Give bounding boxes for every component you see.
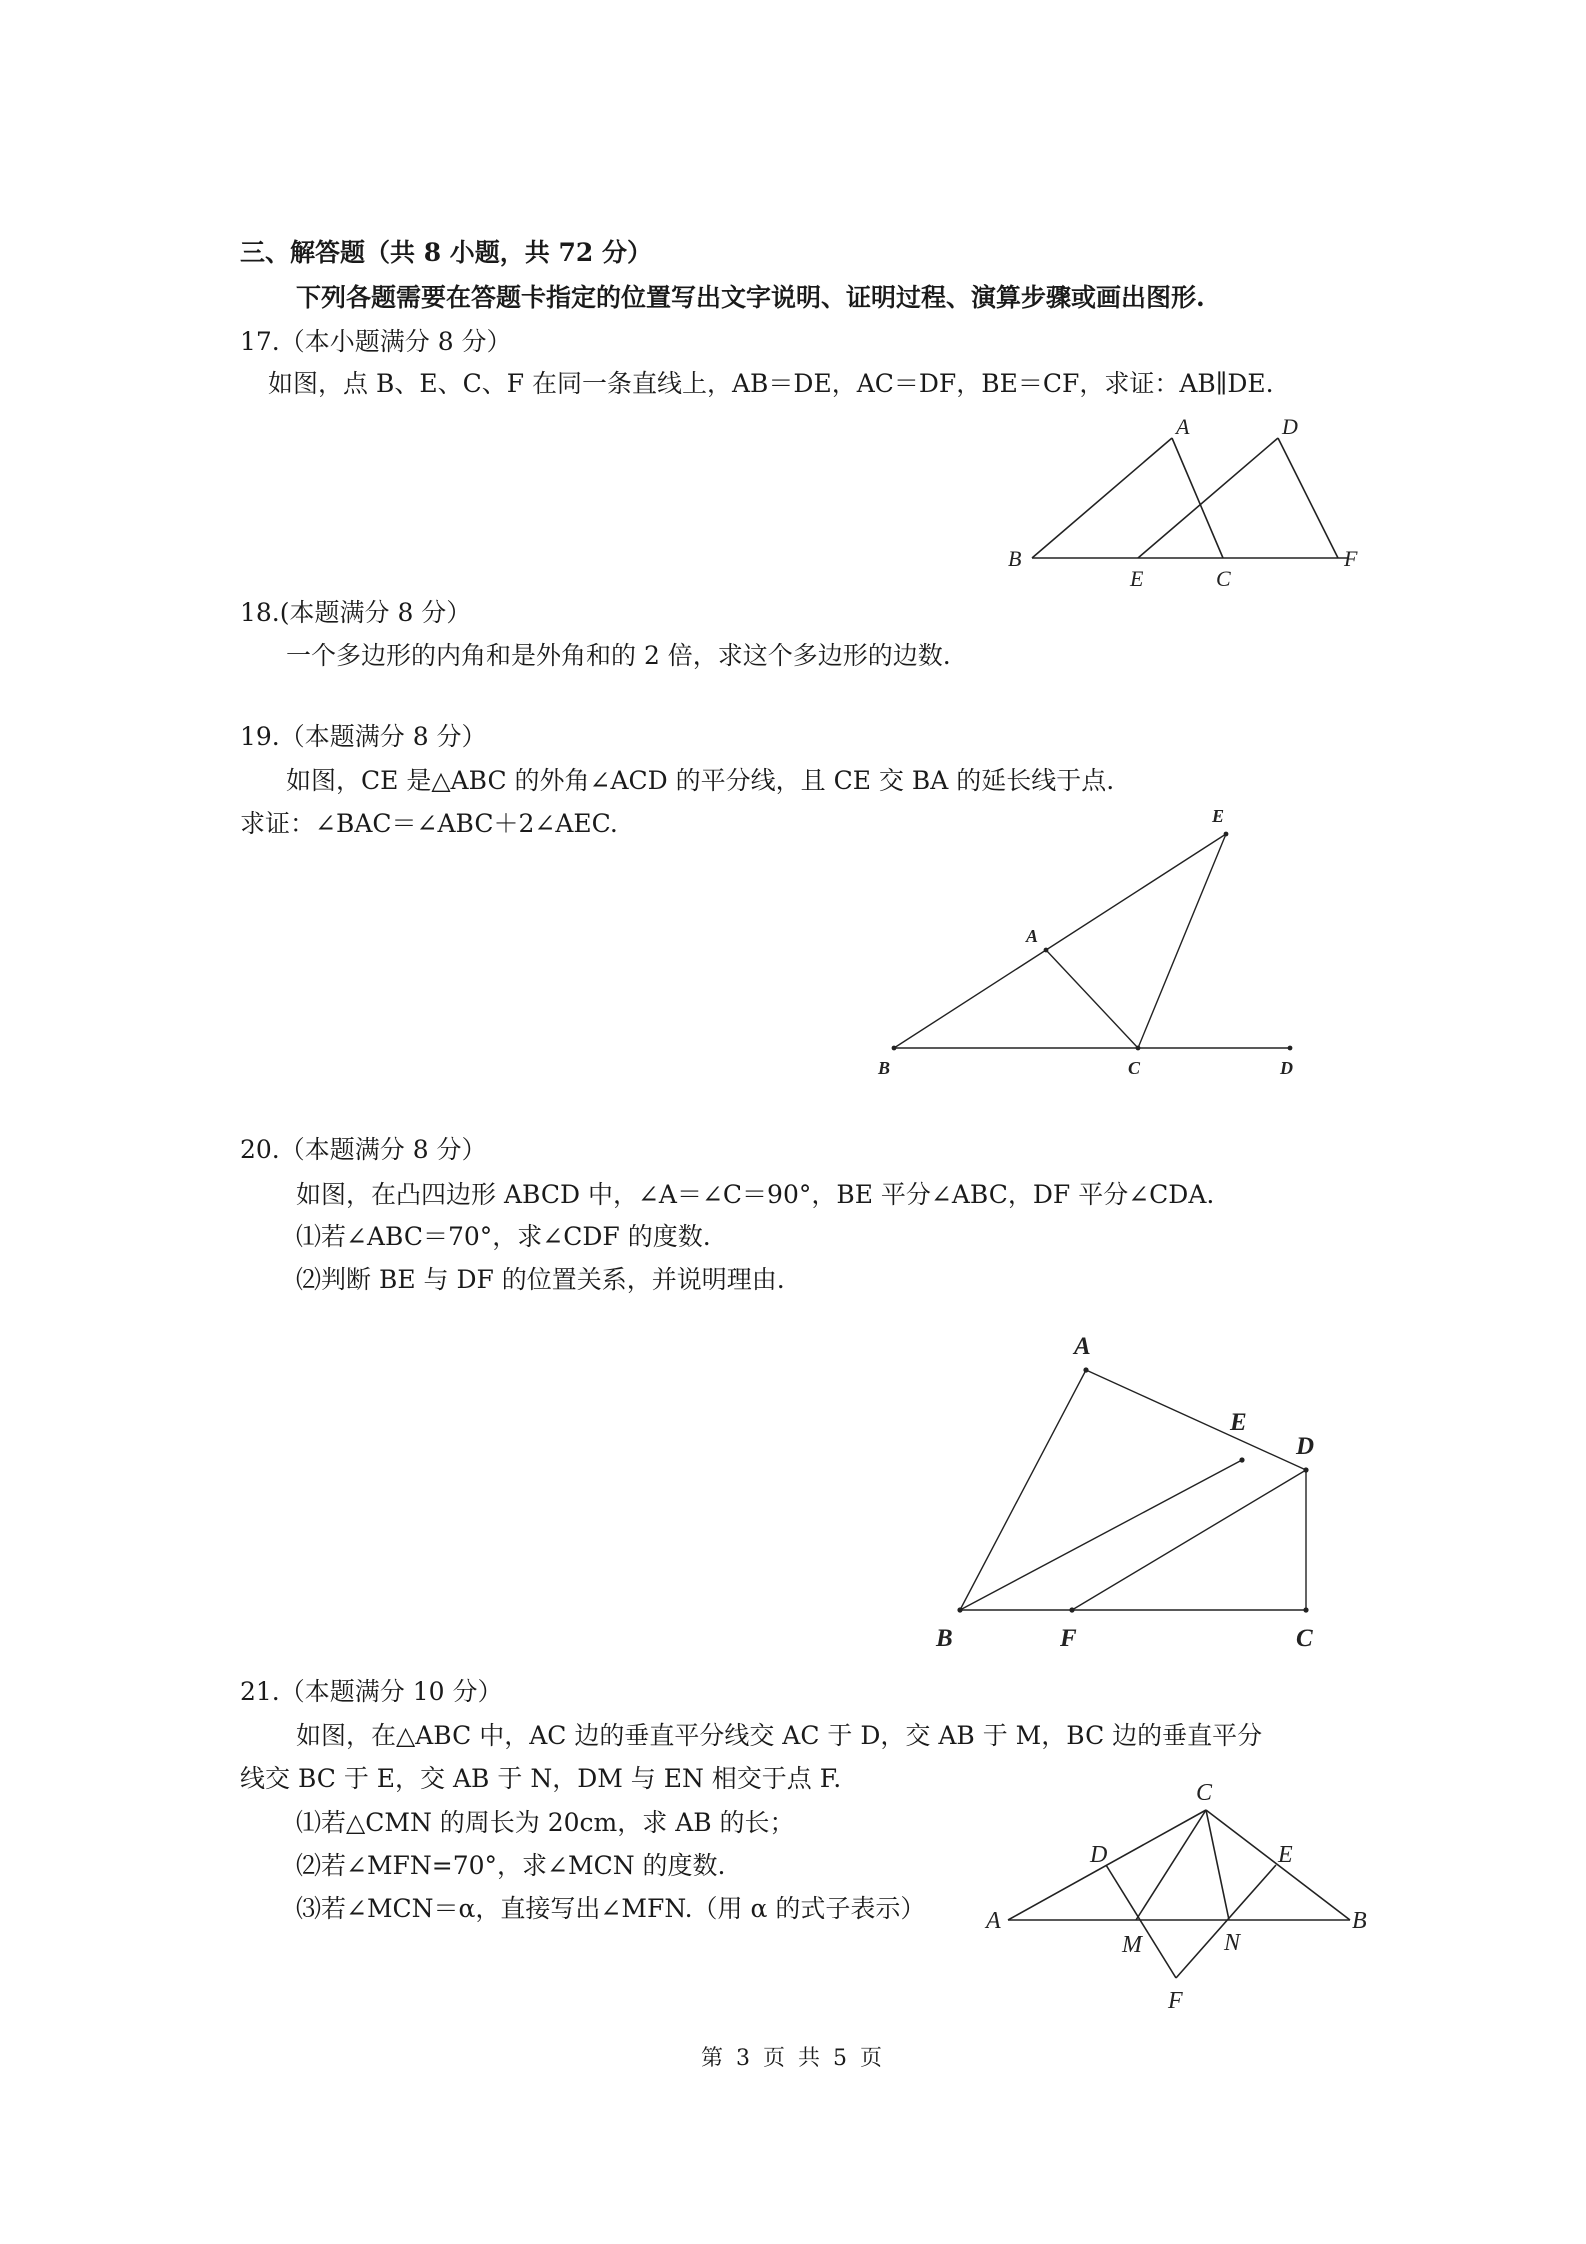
q17-label-d: D [1282,414,1298,439]
section-instruction: 下列各题需要在答题卡指定的位置写出文字说明、证明过程、演算步骤或画出图形. [296,283,1205,312]
q21-label-f: F [1168,1988,1183,2014]
q17-label-f: F [1344,546,1358,571]
section-title: 三、解答题（共 8 小题，共 72 分） [240,238,653,267]
q17-header: 17.（本小题满分 8 分） [240,327,512,356]
q21-text2: 线交 BC 于 E，交 AB 于 N，DM 与 EN 相交于点 F. [240,1764,842,1793]
q21-label-m: M [1122,1932,1142,1958]
q21-part2: ⑵若∠MFN=70°，求∠MCN 的度数. [296,1851,726,1880]
q17-label-c: C [1216,566,1231,590]
q17-figure [990,400,1390,590]
q17-label-a: A [1176,414,1190,439]
q20-header: 20.（本题满分 8 分） [240,1135,487,1164]
q18-header: 18.(本题满分 8 分） [240,598,472,627]
q21-label-e: E [1278,1842,1293,1868]
q19-label-c: C [1128,1058,1141,1078]
q19-label-a: A [1026,926,1039,946]
q20-figure [920,1320,1340,1660]
q20-label-b: B [936,1625,953,1652]
q21-label-n: N [1224,1930,1241,1956]
q20-label-a: A [1074,1333,1091,1360]
q21-part1: ⑴若△CMN 的周长为 20cm，求 AB 的长； [296,1808,795,1837]
q21-figure [980,1770,1380,2030]
q19-label-d: D [1280,1058,1293,1078]
q20-label-c: C [1296,1625,1313,1652]
q21-text1: 如图，在△ABC 中，AC 边的垂直平分线交 AC 于 D，交 AB 于 M，BC 边的垂直平分 [296,1721,1263,1750]
q19-text2: 求证：∠BAC＝∠ABC＋2∠AEC. [240,809,618,838]
page-footer: 第 3 页 共 5 页 [701,2046,885,2071]
q17-text: 如图，点 B、E、C、F 在同一条直线上，AB＝DE，AC＝DF，BE＝CF，求证：AB∥DE. [268,369,1274,398]
q20-label-d: D [1296,1433,1315,1460]
q19-figure [860,800,1320,1080]
q17-label-e: E [1130,566,1144,590]
q19-label-b: B [878,1058,891,1078]
q21-label-d: D [1090,1842,1108,1868]
q19-text1: 如图，CE 是△ABC 的外角∠ACD 的平分线，且 CE 交 BA 的延长线于点. [286,766,1115,795]
q21-part3: ⑶若∠MCN＝α，直接写出∠MFN.（用 α 的式子表示） [296,1894,926,1923]
q17-label-b: B [1008,546,1022,571]
q21-label-c: C [1196,1780,1213,1806]
q21-header: 21.（本题满分 10 分） [240,1677,503,1706]
q20-part2: ⑵判断 BE 与 DF 的位置关系，并说明理由. [296,1265,785,1294]
q20-label-e: E [1230,1409,1247,1436]
q21-label-a: A [986,1908,1001,1934]
q20-label-f: F [1060,1625,1077,1652]
q20-text: 如图，在凸四边形 ABCD 中，∠A＝∠C＝90°，BE 平分∠ABC，DF 平分∠CDA. [296,1180,1215,1209]
q19-header: 19.（本题满分 8 分） [240,722,487,751]
q21-label-b: B [1352,1908,1367,1934]
q18-text: 一个多边形的内角和是外角和的 2 倍，求这个多边形的边数. [286,641,951,670]
q19-label-e: E [1212,806,1225,826]
q20-part1: ⑴若∠ABC＝70°，求∠CDF 的度数. [296,1222,711,1251]
